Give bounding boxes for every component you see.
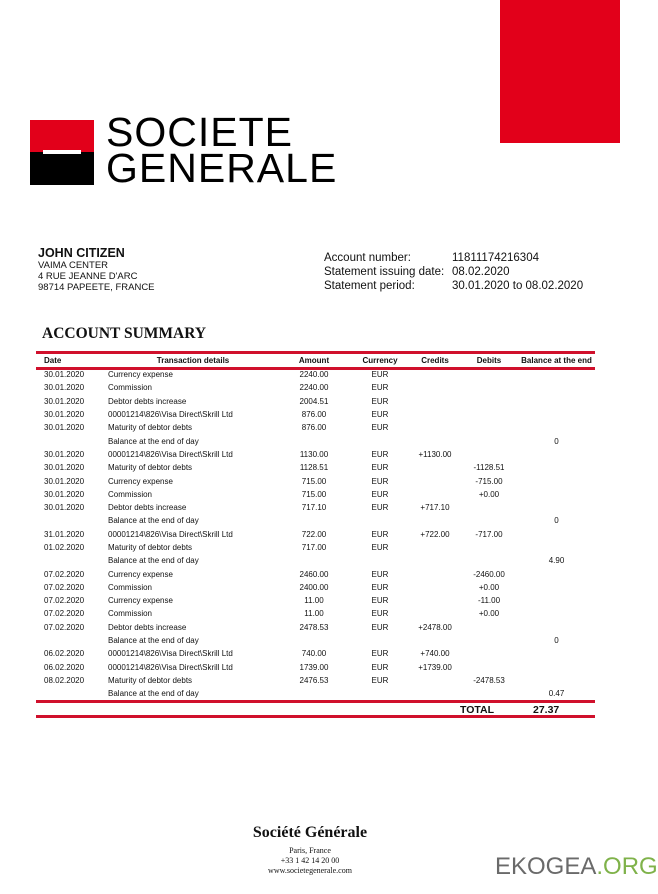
cell-balance (518, 448, 595, 461)
cell-details: Commission (108, 609, 153, 619)
cell-date: 30.01.2020 (44, 410, 85, 420)
cell-amount: 2460.00 (299, 569, 329, 579)
table-row (36, 567, 595, 580)
cell-amount: 11.00 (304, 596, 324, 606)
cell-debit (460, 647, 518, 660)
table-row (36, 474, 595, 487)
section-title: ACCOUNT SUMMARY (42, 325, 207, 342)
brand-red-block (500, 0, 620, 143)
cell-credit (410, 687, 460, 700)
address-line: VAIMA CENTER (38, 260, 109, 271)
cell-debit: -1128.51 (473, 463, 505, 473)
cell-debit (460, 661, 518, 674)
column-header-amount: Amount (298, 356, 330, 365)
cell-date: 07.02.2020 (44, 609, 85, 619)
cell-date (36, 634, 108, 647)
divider (36, 715, 595, 718)
cell-balance (518, 607, 595, 620)
cell-debit (460, 395, 518, 408)
cell-credit (410, 634, 460, 647)
cell-credit: +722.00 (420, 529, 450, 539)
cell-credit (410, 434, 460, 447)
cell-balance (518, 621, 595, 634)
table-row (36, 647, 595, 660)
cell-date: 07.02.2020 (44, 569, 85, 579)
cell-details: Commission (108, 582, 153, 592)
cell-details: Balance at the end of day (108, 689, 199, 699)
cell-debit (460, 368, 518, 381)
cell-credit (410, 368, 460, 381)
cell-balance (518, 501, 595, 514)
cell-date (36, 434, 108, 447)
cell-balance: 0 (554, 436, 559, 446)
cell-debit: -2460.00 (473, 569, 505, 579)
cell-amount (278, 634, 350, 647)
cell-details: 00001214\826\Visa Direct\Skrill Ltd (108, 649, 233, 659)
cell-details: 00001214\826\Visa Direct\Skrill Ltd (108, 662, 233, 672)
cell-currency: EUR (371, 609, 389, 619)
cell-credit: +1739.00 (418, 662, 452, 672)
table-row (36, 674, 595, 687)
cell-credit (410, 594, 460, 607)
cell-amount: 717.00 (301, 543, 327, 552)
cell-amount: 2240.00 (299, 383, 329, 393)
cell-credit (410, 541, 460, 554)
footer-website[interactable]: www.societegenerale.com (268, 866, 352, 875)
cell-amount: 11.00 (304, 609, 324, 619)
account-number-label: Account number: (324, 252, 411, 264)
cell-debit: +0.00 (478, 489, 500, 499)
table-row (36, 687, 595, 700)
column-header-debit: Debits (476, 356, 502, 365)
cell-debit (460, 408, 518, 421)
address-line: 4 RUE JEANNE D'ARC (38, 271, 138, 282)
cell-amount: 1128.51 (299, 463, 329, 473)
cell-debit (460, 634, 518, 647)
cell-balance: 4.90 (548, 556, 565, 566)
table-row (36, 421, 595, 434)
cell-balance (518, 541, 595, 554)
cell-balance (518, 567, 595, 580)
table-row (36, 541, 595, 554)
cell-date: 30.01.2020 (44, 463, 85, 473)
total-value: 27.37 (533, 704, 560, 716)
cell-debit (460, 381, 518, 394)
cell-credit (410, 488, 460, 501)
cell-amount (278, 514, 350, 527)
cell-balance (518, 408, 595, 421)
cell-credit: +1130.00 (418, 449, 452, 459)
cell-details: 00001214\826\Visa Direct\Skrill Ltd (108, 529, 233, 539)
table-row (36, 607, 595, 620)
cell-currency: EUR (371, 662, 389, 672)
footer-company: Société Générale (252, 824, 368, 841)
cell-debit (460, 514, 518, 527)
cell-balance: 0 (554, 636, 559, 646)
cell-balance (518, 421, 595, 434)
societe-generale-logo-icon (30, 120, 94, 185)
cell-amount: 2400.00 (299, 582, 329, 592)
column-header-credit: Credits (421, 356, 449, 365)
cell-details: Balance at the end of day (108, 636, 199, 646)
watermark-suffix: .ORG (596, 853, 658, 880)
cell-currency: EUR (371, 410, 389, 420)
watermark (495, 853, 658, 881)
cell-date: 30.01.2020 (44, 396, 85, 406)
cell-details: Commission (108, 383, 153, 393)
table-row (36, 434, 595, 447)
cell-debit (460, 541, 518, 554)
cell-amount: 876.00 (301, 423, 327, 433)
account-number: 11811174216304 (452, 252, 539, 264)
cell-currency: EUR (371, 423, 389, 433)
cell-credit (410, 607, 460, 620)
cell-details: Balance at the end of day (108, 436, 199, 446)
cell-amount: 715.00 (301, 476, 327, 486)
cell-credit: +2478.00 (418, 622, 452, 632)
account-info (324, 251, 583, 293)
table-row (36, 448, 595, 461)
cell-date: 07.02.2020 (44, 582, 85, 592)
cell-currency: EUR (371, 476, 389, 486)
cell-currency: EUR (371, 449, 389, 459)
cell-balance (518, 474, 595, 487)
cell-date: 08.02.2020 (44, 675, 85, 685)
cell-balance (518, 661, 595, 674)
cell-balance (518, 461, 595, 474)
cell-debit (460, 621, 518, 634)
cell-balance (518, 594, 595, 607)
cell-credit (410, 567, 460, 580)
customer-block (38, 246, 155, 293)
cell-amount: 2476.53 (299, 675, 329, 685)
table-row (36, 621, 595, 634)
cell-currency: EUR (371, 396, 389, 406)
cell-balance (518, 381, 595, 394)
cell-currency: EUR (371, 543, 389, 552)
cell-amount: 722.00 (301, 529, 327, 539)
cell-credit (410, 381, 460, 394)
cell-date: 30.01.2020 (44, 370, 85, 380)
cell-details: Maturity of debtor debts (108, 543, 193, 552)
total-label: TOTAL (460, 704, 495, 716)
cell-credit: +717.10 (420, 503, 450, 513)
issue-date-label: Statement issuing date: (324, 266, 445, 278)
cell-details: 00001214\826\Visa Direct\Skrill Ltd (108, 410, 233, 420)
cell-debit (460, 448, 518, 461)
footer-phone: +33 1 42 14 20 00 (280, 856, 340, 865)
table-row (36, 488, 595, 501)
statement-period: 30.01.2020 to 08.02.2020 (452, 280, 584, 292)
cell-credit: +740.00 (420, 649, 450, 659)
cell-currency: EUR (371, 596, 389, 606)
cell-date: 30.01.2020 (44, 489, 85, 499)
cell-date: 07.02.2020 (44, 596, 85, 606)
cell-currency: EUR (371, 463, 389, 473)
table-row (36, 554, 595, 567)
cell-details: Commission (108, 489, 153, 499)
cell-balance (518, 368, 595, 381)
cell-balance (518, 528, 595, 541)
cell-credit (410, 554, 460, 567)
cell-date: 30.01.2020 (44, 423, 85, 433)
cell-currency: EUR (371, 383, 389, 393)
cell-currency: EUR (371, 582, 389, 592)
customer-name: JOHN CITIZEN (38, 246, 125, 260)
cell-debit: +0.00 (478, 582, 500, 592)
cell-amount (278, 554, 350, 567)
cell-details: Maturity of debtor debts (108, 463, 193, 473)
cell-currency: EUR (371, 503, 389, 513)
column-header-currency: Currency (362, 356, 398, 365)
cell-details: Maturity of debtor debts (108, 675, 193, 685)
cell-date: 06.02.2020 (44, 662, 85, 672)
cell-date (36, 514, 108, 527)
cell-amount: 2240.00 (299, 370, 329, 380)
table-row (36, 368, 595, 381)
cell-details: Debtor debts increase (108, 503, 187, 513)
cell-details: Currency expense (108, 569, 173, 579)
cell-currency: EUR (371, 370, 389, 380)
table-row (36, 634, 595, 647)
cell-amount: 1739.00 (299, 662, 329, 672)
period-label: Statement period: (324, 280, 415, 292)
cell-credit (410, 514, 460, 527)
cell-currency (350, 687, 410, 700)
brand-line-2: GENERALE (106, 145, 338, 191)
brand-wordmark (106, 109, 338, 191)
cell-balance (518, 581, 595, 594)
cell-currency: EUR (371, 622, 389, 632)
table-row (36, 514, 595, 527)
cell-credit (410, 421, 460, 434)
cell-balance: 0.47 (548, 689, 565, 699)
cell-balance (518, 488, 595, 501)
cell-details: Balance at the end of day (108, 556, 199, 566)
cell-currency (350, 634, 410, 647)
cell-balance (518, 674, 595, 687)
cell-debit: -11.00 (477, 596, 501, 606)
table-row (36, 408, 595, 421)
address-line: 98714 PAPEETE, FRANCE (38, 282, 155, 293)
table-row (36, 395, 595, 408)
cell-credit (410, 461, 460, 474)
cell-amount: 715.00 (301, 489, 327, 499)
column-header-balance: Balance at the end (521, 356, 592, 365)
cell-amount: 2004.51 (299, 396, 329, 406)
cell-amount (278, 687, 350, 700)
cell-credit (410, 474, 460, 487)
column-header-date: Date (44, 356, 62, 365)
cell-debit: -2478.53 (473, 675, 505, 685)
column-header-details: Transaction details (156, 356, 230, 365)
cell-date: 07.02.2020 (44, 622, 85, 632)
cell-details: Balance at the end of day (108, 516, 199, 526)
cell-debit (460, 421, 518, 434)
cell-debit: +0.00 (478, 609, 500, 619)
table-row (36, 594, 595, 607)
cell-credit (410, 674, 460, 687)
cell-details: 00001214\826\Visa Direct\Skrill Ltd (108, 449, 233, 459)
cell-debit (460, 501, 518, 514)
watermark-text: EKOGEA (495, 853, 597, 880)
issue-date: 08.02.2020 (452, 266, 510, 278)
cell-date (36, 554, 108, 567)
cell-currency: EUR (371, 489, 389, 499)
cell-amount: 717.10 (301, 503, 327, 513)
cell-credit (410, 581, 460, 594)
cell-balance: 0 (554, 516, 559, 526)
cell-debit: -715.00 (475, 476, 503, 486)
cell-date: 01.02.2020 (44, 543, 85, 552)
cell-details: Debtor debts increase (108, 396, 187, 406)
cell-date: 30.01.2020 (44, 383, 85, 393)
table-row (36, 581, 595, 594)
cell-balance (518, 395, 595, 408)
cell-details: Currency expense (108, 596, 173, 606)
cell-date: 30.01.2020 (44, 503, 85, 513)
cell-date: 30.01.2020 (44, 449, 85, 459)
cell-amount: 876.00 (301, 410, 327, 420)
cell-currency: EUR (371, 649, 389, 659)
cell-credit (410, 395, 460, 408)
divider (36, 700, 595, 703)
cell-currency: EUR (371, 569, 389, 579)
cell-details: Debtor debts increase (108, 622, 187, 632)
cell-credit (410, 408, 460, 421)
cell-details: Currency expense (108, 370, 173, 380)
table-row (36, 528, 595, 541)
cell-currency: EUR (371, 675, 389, 685)
cell-currency: EUR (371, 529, 389, 539)
table-row (36, 501, 595, 514)
cell-amount (278, 434, 350, 447)
cell-balance (518, 647, 595, 660)
cell-debit: -717.00 (475, 529, 503, 539)
cell-amount: 2478.53 (299, 622, 329, 632)
cell-debit (460, 687, 518, 700)
cell-amount: 740.00 (301, 649, 327, 659)
cell-currency (350, 434, 410, 447)
cell-debit (460, 434, 518, 447)
footer-city: Paris, France (289, 846, 331, 855)
cell-currency (350, 514, 410, 527)
transactions-table (36, 353, 595, 700)
brand-line-1: SOCIETE (106, 109, 293, 155)
cell-debit (460, 554, 518, 567)
table-row (36, 461, 595, 474)
cell-currency (350, 554, 410, 567)
table-row (36, 661, 595, 674)
cell-date (36, 687, 108, 700)
cell-details: Maturity of debtor debts (108, 423, 193, 433)
cell-date: 06.02.2020 (44, 649, 85, 659)
cell-date: 30.01.2020 (44, 476, 85, 486)
cell-date: 31.01.2020 (44, 529, 85, 539)
cell-amount: 1130.00 (299, 449, 329, 459)
cell-details: Currency expense (108, 476, 173, 486)
table-row (36, 381, 595, 394)
